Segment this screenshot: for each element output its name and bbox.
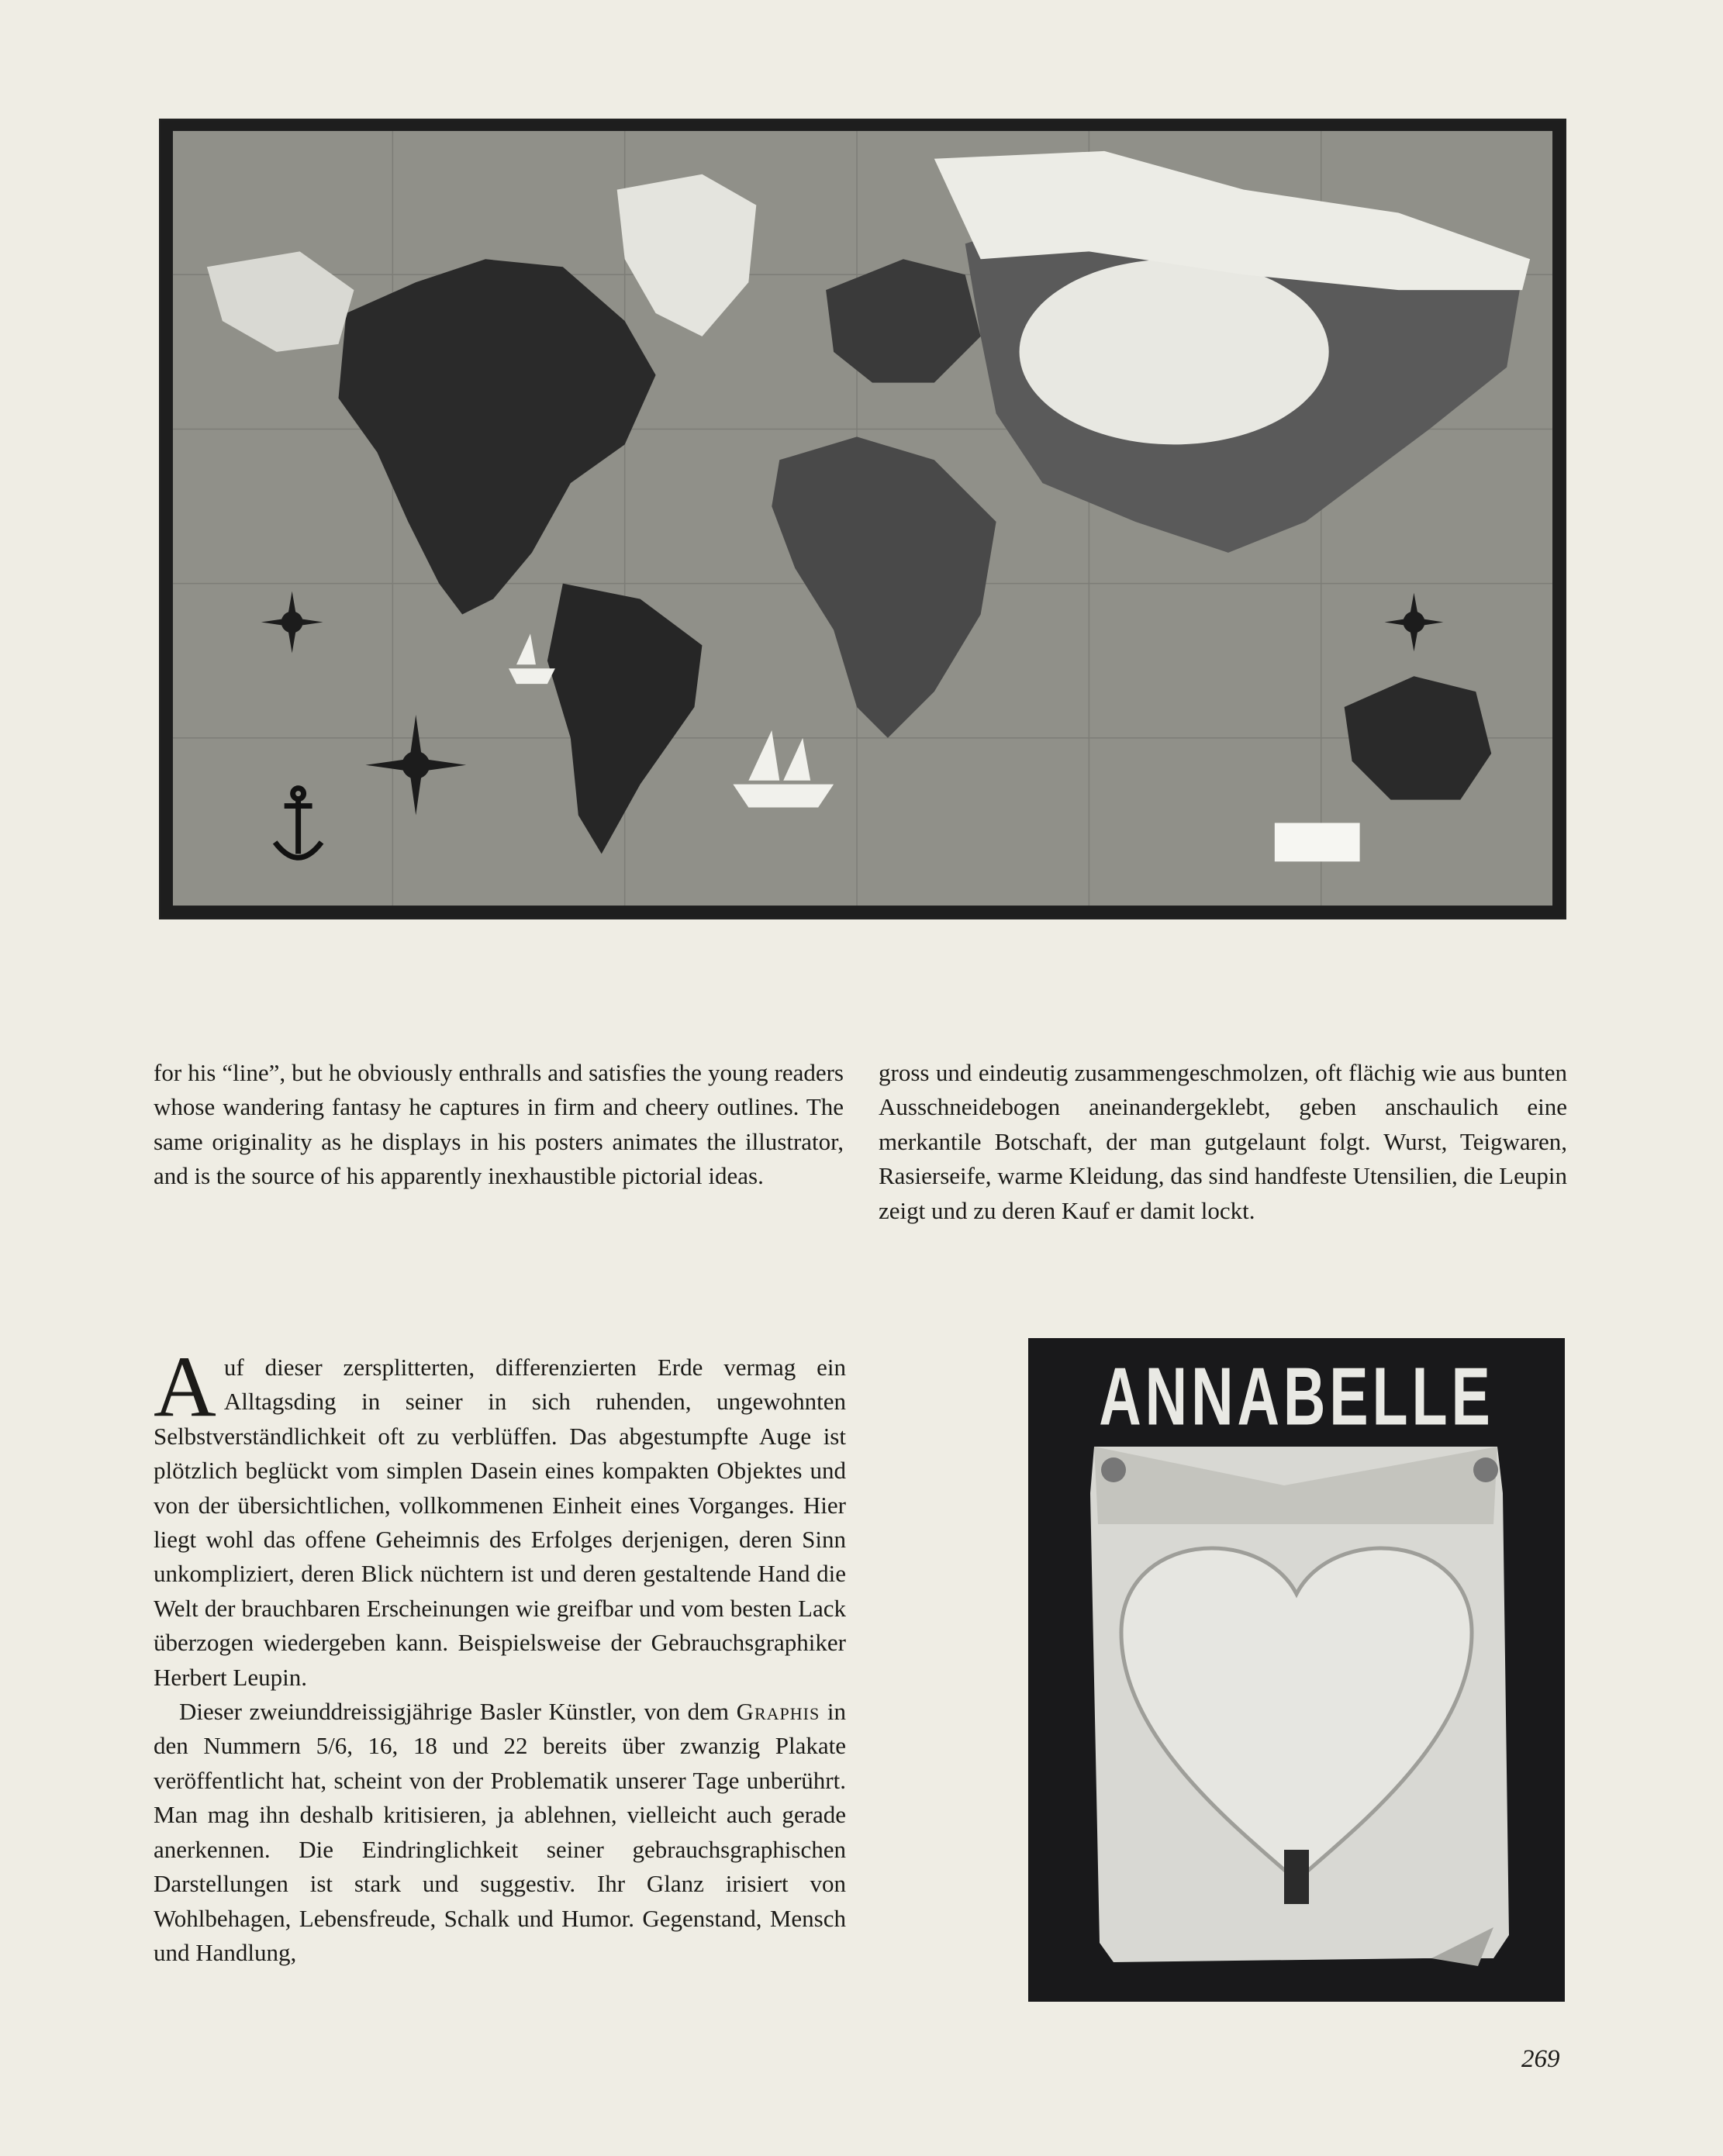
german-text-column-main bbox=[154, 1339, 846, 1970]
world-map-illustration bbox=[159, 119, 1566, 919]
german-paragraph-2-end: in den Nummern 5/6, 16, 18 und 22 bereits über zwanzig Plakate veröffentlicht hat, scheint von der Problematik unserer Tage unberührt. Man mag ihn deshalb kritisieren, ja ablehnen, vielleicht auch gerade anerkennen. Die Eindringlichkeit seiner gebrauchsgraphischen Darstellungen ist stark und suggestiv. Ihr Glanz irisiert von Wohlbehagen, Lebensfreude, Schalk und Humor. Gegenstand, Mensch und Handlung, bbox=[154, 1698, 846, 1966]
german-text-column-top bbox=[879, 1056, 1567, 1228]
german-paragraph-2 bbox=[154, 1695, 846, 1970]
page-number: 269 bbox=[1521, 2045, 1560, 2073]
annabelle-poster bbox=[1028, 1338, 1565, 2002]
drop-cap: A bbox=[154, 1339, 216, 1435]
german-paragraph-1 bbox=[154, 1339, 846, 1695]
german-paragraph-2-start: Dieser zweiunddreissigjährige Basler Künstler, von dem bbox=[179, 1698, 737, 1726]
graphis-name: Graphis bbox=[736, 1698, 820, 1726]
german-paragraph-continuation: gross und eindeutig zusammengeschmolzen, oft flächig wie aus bunten Ausschneidebogen aneinandergeklebt, geben anschaulich eine merkantile Botschaft, der man gutgelaunt folgt. Wurst, Teigwaren, Rasierseife, warme Kleidung, das sind handfeste Utensilien, die Leupin zeigt und zu deren Kauf er damit lockt. bbox=[879, 1059, 1567, 1224]
german-paragraph-1-text: uf dieser zersplitterten, differenzierten Erde vermag ein Alltagsding in seiner in sich ruhenden, ungewohnten Selbstverständlichkeit oft zu verblüffen. Das abgestumpfte Auge ist plötzlich beglückt vom simplen Dasein eines kompakten Objektes und von der übersichtlichen, vollkommenen Einheit eines Vorganges. Hier liegt wohl das offene Geheimnis des Erfolges derjenigen, deren Sinn unkompliziert, deren Blick nüchtern ist und deren gestaltende Hand die Welt der brauchbaren Erscheinungen wie greifbar und vom besten Lack überzogen wiedergeben kann. Beispielsweise der Gebrauchsgraphiker Herbert Leupin. bbox=[154, 1354, 846, 1691]
english-text-column bbox=[154, 1056, 844, 1194]
english-paragraph: for his “line”, but he obviously enthralls and satisfies the young readers whose wandering fantasy he captures in firm and cheery outlines. The same originality as he displays in his posters animates the illustrator, and is the source of his apparently inexhaustible pictorial ideas. bbox=[154, 1059, 844, 1190]
poster-title: ANNABELLE bbox=[1099, 1351, 1494, 1443]
